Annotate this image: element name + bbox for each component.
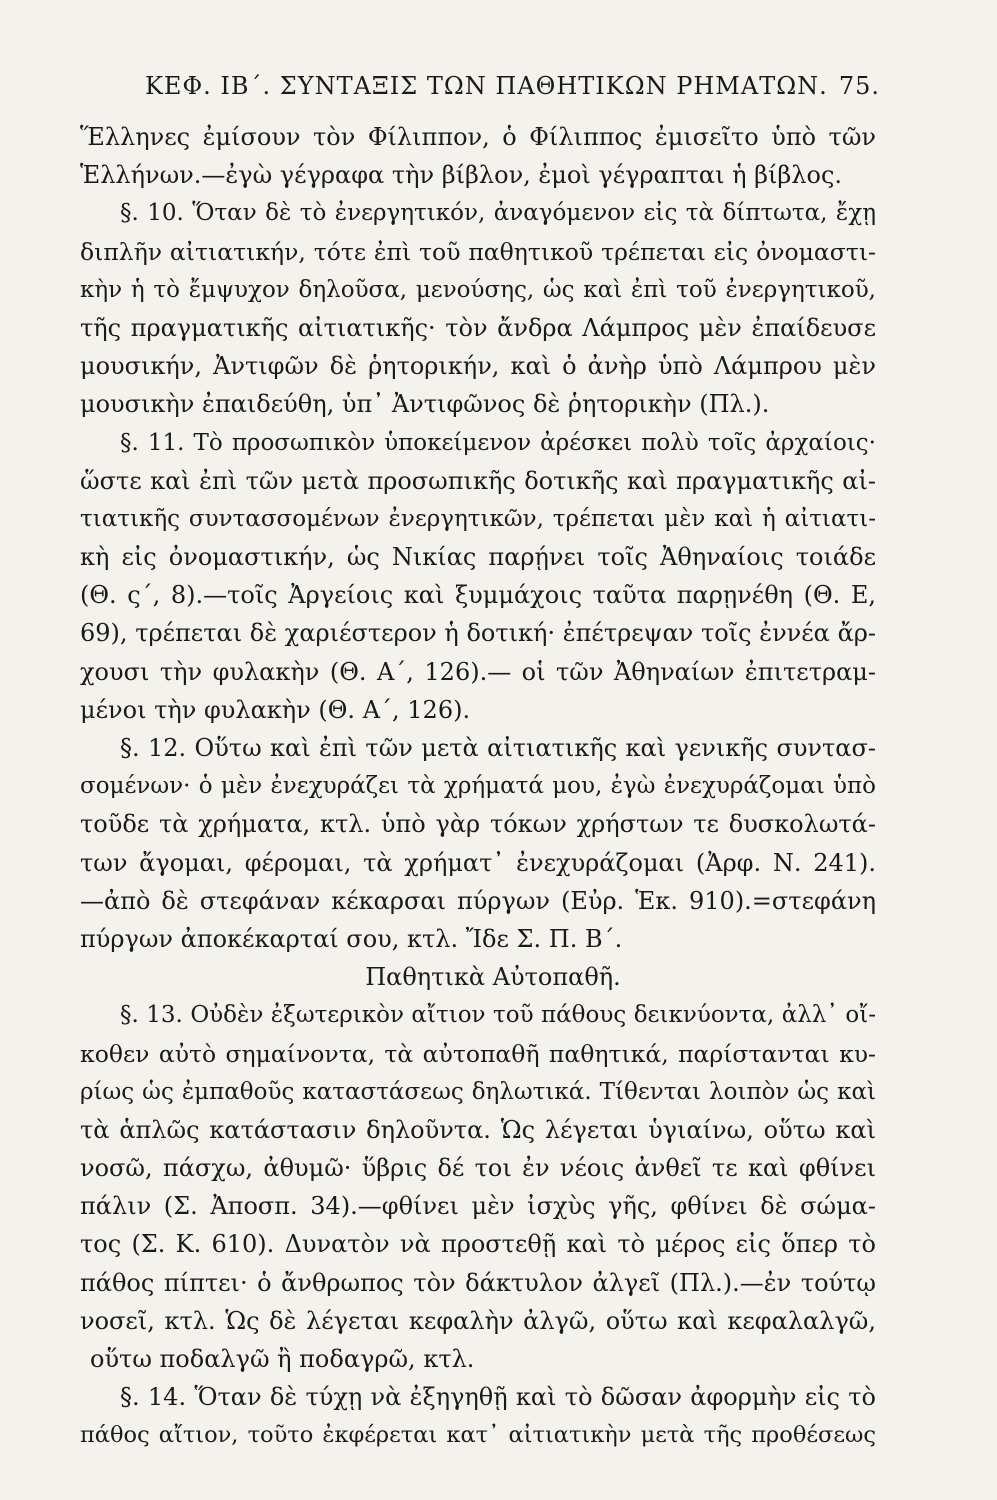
text-line: πάλιν (Σ. Ἀποσπ. 34).—φθίνει μὲν ἰσχὺς γῆς, φθίνει δὲ σώμα- xyxy=(80,1192,876,1221)
text-line: οὕτω ποδαλγῶ ἢ ποδαγρῶ, κτλ. xyxy=(90,1345,475,1373)
section-11-start: §. 11. Τὸ προσωπικὸν ὑποκείμενον ἀρέσκει πολὺ τοῖς ἀρχαίοις· xyxy=(120,429,876,456)
section-13-start: §. 13. Οὐδὲν ἐξωτερικὸν αἴτιον τοῦ πάθους δεικνύοντα, ἀλλ᾽ οἴ- xyxy=(120,1002,876,1029)
text-line: μένοι τὴν φυλακὴν (Θ. Α΄, 126). xyxy=(80,695,471,724)
text-line: τῆς πραγματικῆς αἰτιατικῆς· τὸν ἄνδρα Λάμπρος μὲν ἐπαίδευσε xyxy=(80,313,876,342)
text-line: τὰ ἁπλῶς κατάστασιν δηλοῦντα. Ὡς λέγεται ὑγιαίνω, οὕτω καὶ xyxy=(80,1115,876,1144)
text-line: ὥστε καὶ ἐπὶ τῶν μετὰ προσωπικῆς δοτικῆς καὶ πραγματικῆς αἰ- xyxy=(80,466,876,495)
body-text xyxy=(80,118,876,1455)
text-line: Ἑλλήνων.—ἐγὼ γέγραφα τὴν βίβλον, ἐμοὶ γέγραπται ἡ βίβλος. xyxy=(80,161,843,190)
text-line: Ἕλληνες ἐμίσουν τὸν Φίλιππον, ὁ Φίλιππος ἐμισεῖτο ὑπὸ τῶν xyxy=(80,123,876,151)
text-line: κὴν ἡ τὸ ἔμψυχον δηλοῦσα, μενούσης, ὡς καὶ ἐπὶ τοῦ ἐνεργητικοῦ, xyxy=(80,276,876,303)
text-line: σομένων· ὁ μὲν ἐνεχυράζει τὰ χρήματά μου, ἐγὼ ἐνεχυράζομαι ὑπὸ xyxy=(80,773,876,800)
text-line: μουσικήν, Ἀντιφῶν δὲ ῥητορικήν, καὶ ὁ ἀνὴρ ὑπὸ Λάμπρου μὲν xyxy=(80,352,876,381)
text-line: διπλῆν αἰτιατικήν, τότε ἐπὶ τοῦ παθητικοῦ τρέπεται εἰς ὀνομαστι- xyxy=(80,237,876,266)
text-line: των ἄγομαι, φέρομαι, τὰ χρήματ᾽ ἐνεχυράζομαι (Ἀρφ. Ν. 241). xyxy=(80,848,876,877)
text-line: τοῦδε τὰ χρήματα, κτλ. ὑπὸ γὰρ τόκων χρήστων τε δυσκολωτά- xyxy=(80,810,876,839)
section-10-start: §. 10. Ὅταν δὲ τὸ ἐνεργητικόν, ἀναγόμενον εἰς τὰ δίπτωτα, ἔχῃ xyxy=(120,200,876,227)
text-line: νοσεῖ, κτλ. Ὡς δὲ λέγεται κεφαλὴν ἀλγῶ, οὕτω καὶ κεφαλαλγῶ, xyxy=(80,1306,876,1335)
text-line: πύργων ἀποκέκαρταί σου, κτλ. Ἴδε Σ. Π. Β΄. xyxy=(80,924,623,953)
text-line: ρίως ὡς ἐμπαθοῦς καταστάσεως δηλωτικά. Τίθενται λοιπὸν ὡς καὶ xyxy=(80,1078,876,1105)
section-12-start: §. 12. Οὕτω καὶ ἐπὶ τῶν μετὰ αἰτιατικῆς καὶ γενικῆς συντασ- xyxy=(120,734,876,762)
text-line: κὴ εἰς ὀνομαστικήν, ὡς Νικίας παρῄνει τοῖς Ἀθηναίοις τοιάδε xyxy=(80,543,876,572)
subheading: Παθητικὰ Αὐτοπαθῆ. xyxy=(365,963,621,992)
text-line: —ἀπὸ δὲ στεφάναν κέκαρσαι πύργων (Εὐρ. Ἑκ. 910).=στεφάνη xyxy=(80,886,876,915)
text-line: πάθος αἴτιον, τοῦτο ἐκφέρεται κατ᾽ αἰτιατικὴν μετὰ τῆς προθέσεως xyxy=(80,1422,876,1449)
chapter-title: ΚΕΦ. ΙΒ΄. ΣΥΝΤΑΞΙΣ ΤΩΝ ΠΑΘΗΤΙΚΩΝ ΡΗΜΑΤΩΝ. xyxy=(145,72,828,100)
text-line: (Θ. ς΄, 8).—τοῖς Ἀργείοις καὶ ξυμμάχοις ταῦτα παρῃνέθη (Θ. Ε, xyxy=(80,581,876,610)
text-line: τος (Σ. Κ. 610). Δυνατὸν νὰ προστεθῇ καὶ τὸ μέρος εἰς ὅπερ τὸ xyxy=(80,1230,876,1259)
text-line: 69), τρέπεται δὲ χαριέστερον ἡ δοτική· ἐπέτρεψαν τοῖς ἐννέα ἄρ- xyxy=(80,619,876,648)
text-line: τιατικῆς συντασσομένων ἐνεργητικῶν, τρέπεται μὲν καὶ ἡ αἰτιατι- xyxy=(80,505,876,532)
text-line: μουσικὴν ἐπαιδεύθη, ὑπ᾽ Ἀντιφῶνος δὲ ῥητορικὴν (Πλ.). xyxy=(80,390,770,419)
running-header xyxy=(145,72,880,100)
page-number: 75. xyxy=(838,72,880,100)
section-14-start: §. 14. Ὅταν δὲ τύχῃ νὰ ἐξηγηθῇ καὶ τὸ δῶσαν ἀφορμὴν εἰς τὸ xyxy=(120,1383,876,1412)
text-line: χουσι τὴν φυλακὴν (Θ. Α΄, 126).— οἱ τῶν Ἀθηναίων ἐπιτετραμ- xyxy=(80,657,876,686)
text-line: πάθος πίπτει· ὁ ἄνθρωπος τὸν δάκτυλον ἀλγεῖ (Πλ.).—ἐν τούτῳ xyxy=(80,1268,876,1297)
text-line: νοσῶ, πάσχω, ἀθυμῶ· ὕβρις δέ τοι ἐν νέοις ἀνθεῖ τε καὶ φθίνει xyxy=(80,1154,876,1183)
text-line: κοθεν αὐτὸ σημαίνοντα, τὰ αὐτοπαθῆ παθητικά, παρίστανται κυ- xyxy=(80,1039,876,1068)
